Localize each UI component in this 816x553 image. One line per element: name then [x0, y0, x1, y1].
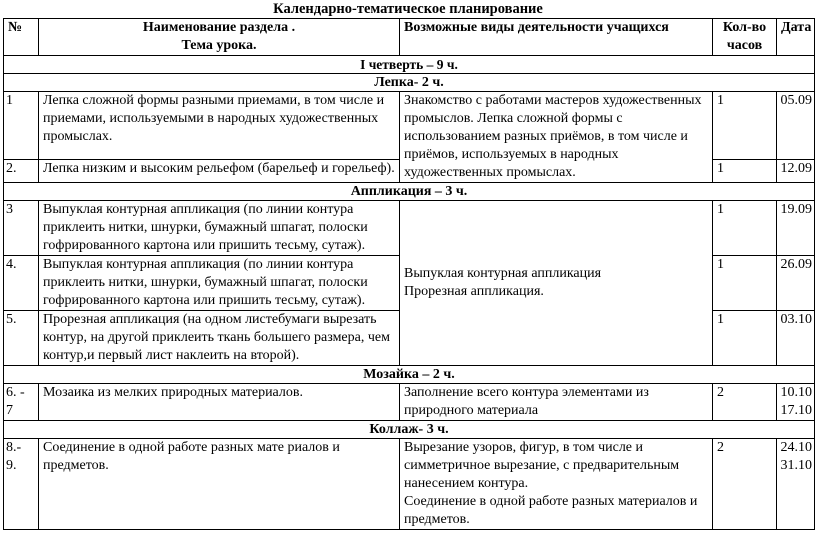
row-activity-applikatsiya — [400, 201, 713, 366]
row-date-2: 17.10 — [780, 403, 812, 418]
row-number: 2. — [4, 159, 39, 182]
row-topic: Мозаика из мелких природных материалов. — [39, 384, 400, 421]
row-topic: Соединение в одной работе разных мате риалов и предметов. — [39, 439, 400, 530]
header-hours-line2: часов — [726, 38, 763, 53]
row-activity-lepka: Знакомство с работами мастеров художественных промыслов. Лепка сложной формы с использованием разных приёмов, в том числе и приёмов, используемых в народных художественных промыслах. — [400, 92, 713, 183]
row-date: 26.09 — [777, 256, 815, 311]
row-hours: 1 — [713, 159, 777, 182]
row-topic: Лепка низким и высоким рельефом (барельеф и горельеф). — [39, 159, 400, 182]
section-title-applikatsiya: Аппликация – 3 ч. — [4, 183, 815, 201]
row-topic: Выпуклая контурная аппликация (по линии контура приклеить нитки, шнурки, бумажный шпагат, полоски гофрированного картона или пришить тесьму, сутаж). — [39, 256, 400, 311]
header-activities: Возможные виды деятельности учащихся — [400, 19, 713, 56]
planning-table — [3, 18, 815, 530]
row-number: 5. — [4, 311, 39, 366]
row-date: 03.10 — [777, 311, 815, 366]
table-row — [4, 201, 815, 256]
row-activity-part1: Вырезание узоров, фигур, в том числе и симметричное вырезание, с предварительным нанесением контура. — [404, 440, 680, 491]
row-date — [777, 439, 815, 530]
header-row — [4, 19, 815, 56]
section-row-applikatsiya — [4, 183, 815, 201]
row-hours: 1 — [713, 92, 777, 160]
row-activity: Заполнение всего контура элементами из природного материала — [400, 384, 713, 421]
quarter-row — [4, 56, 815, 74]
section-title-mozaika: Мозайка – 2 ч. — [4, 366, 815, 384]
quarter-label: I четверть – 9 ч. — [4, 56, 815, 74]
header-num: № — [4, 19, 39, 56]
row-number: 8.- 9. — [4, 439, 39, 530]
row-date-1: 10.10 — [780, 385, 812, 400]
row-hours: 2 — [713, 384, 777, 421]
row-date: 05.09 — [777, 92, 815, 160]
row-activity — [400, 439, 713, 530]
table-row — [4, 92, 815, 160]
header-date: Дата — [777, 19, 815, 56]
table-row — [4, 439, 815, 530]
row-hours: 2 — [713, 439, 777, 530]
table-row — [4, 384, 815, 421]
header-section-line1: Наименование раздела . — [142, 20, 296, 35]
row-number: 6. - 7 — [4, 384, 39, 421]
row-number: 3 — [4, 201, 39, 256]
row-number: 4. — [4, 256, 39, 311]
page-title: Календарно-тематическое планирование — [273, 1, 543, 17]
row-date: 19.09 — [777, 201, 815, 256]
section-title-lepka: Лепка- 2 ч. — [4, 74, 815, 92]
section-row-lepka — [4, 74, 815, 92]
row-date-1: 24.10 — [780, 440, 812, 455]
row-activity-part2: Соединение в одной работе разных материалов и предметов. — [404, 494, 698, 527]
activity-applikatsiya-line1: Выпуклая контурная аппликация — [404, 266, 602, 281]
row-hours: 1 — [713, 311, 777, 366]
row-topic: Лепка сложной формы разными приемами, в том числе и приемами, используемыми в народных художественных промыслах. — [39, 92, 400, 160]
section-row-mozaika — [4, 366, 815, 384]
activity-applikatsiya-line2: Прорезная аппликация. — [404, 284, 544, 299]
row-date-2: 31.10 — [780, 458, 812, 473]
header-hours — [713, 19, 777, 56]
row-hours: 1 — [713, 201, 777, 256]
header-hours-line1: Кол-во — [722, 20, 767, 35]
section-title-kollazh: Коллаж- 3 ч. — [4, 421, 815, 439]
row-topic: Прорезная аппликация (на одном листебумаги вырезать контур, на другой приклеить ткань большего размера, чем контур,и первый лист наклеить на второй). — [39, 311, 400, 366]
section-row-kollazh — [4, 421, 815, 439]
header-section-line2: Тема урока. — [181, 38, 257, 53]
header-section — [39, 19, 400, 56]
row-date — [777, 384, 815, 421]
row-topic: Выпуклая контурная аппликация (по линии контура приклеить нитки, шнурки, бумажный шпагат, полоски гофрированного картона или пришить тесьму, сутаж). — [39, 201, 400, 256]
row-number: 1 — [4, 92, 39, 160]
row-hours: 1 — [713, 256, 777, 311]
row-date: 12.09 — [777, 159, 815, 182]
